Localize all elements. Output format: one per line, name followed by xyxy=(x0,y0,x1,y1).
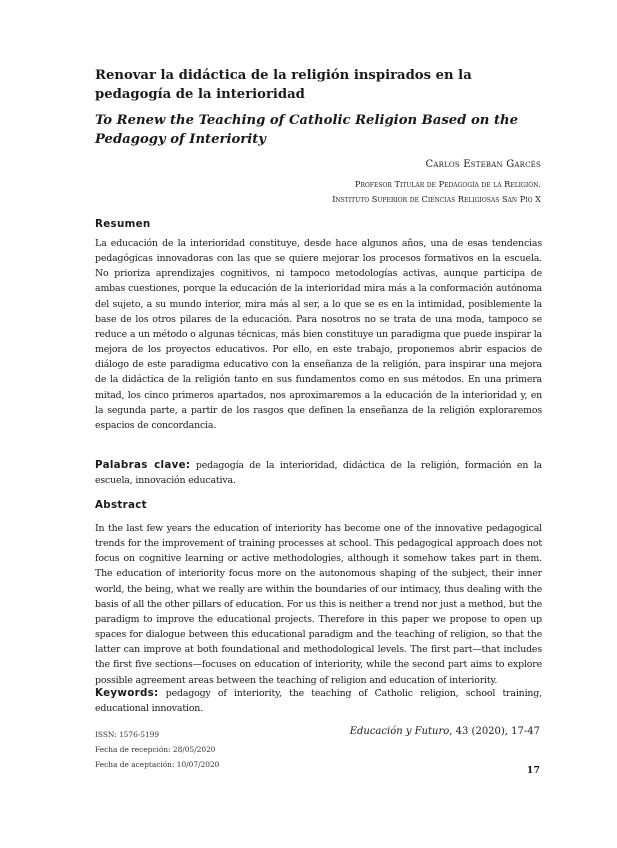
keywords-label: Keywords: xyxy=(95,687,159,699)
palabras-clave-label: Palabras clave: xyxy=(95,459,191,471)
page-number: 17 xyxy=(526,765,540,776)
author-affiliation xyxy=(332,177,541,207)
palabras-clave xyxy=(95,458,542,488)
author-name: Carlos Esteban Garcés xyxy=(425,159,541,170)
issn: ISSN: 1576-5199 xyxy=(95,730,160,739)
resumen-text: La educación de la interioridad constituye, desde hace algunos años, una de esas tendencias pedagógicas innovadoras con las que se quiere mejorar los procesos formativos en la escuela. No prioriza aprendizajes cognitivos, ni tampoco metodologías activas, aunque participa de ambas cuestiones, porque la educación de la interioridad mira más a la conformación autónoma del sujeto, a su mundo interior, mira más al ser, a lo que se es en la intimidad, posiblemente la base de los otros pilares de la educación. Para nosotros no se trata de una moda, tampoco se reduce a un método o algunas técnicas, más bien constituye un paradigma que puede inspirar la mejora de los proyectos educativos. Por ello, en este trabajo, proponemos abrir espacios de diálogo de este paradigma educativo con la enseñanza de la religión, para inspirar una mejora de la didáctica de la religión tanto en sus fundamentos como en sus métodos. En una primera mitad, los cinco primeros apartados, nos aproximaremos a la educación de la interioridad y, en la segunda parte, a partir de los rasgos que definen la enseñanza de la religión exploraremos espacios de concordancia. xyxy=(95,238,542,431)
title-spanish: Renovar la didáctica de la religión inspirados en la pedagogía de la interioridad xyxy=(95,68,472,102)
resumen-heading: Resumen xyxy=(95,218,151,230)
received-date: Fecha de recepción: 28/05/2020 xyxy=(95,745,216,754)
abstract-text: In the last few years the education of interiority has become one of the innovative pedagogical trends for the improvement of training processes at school. This pedagogical approach does not focus on cognitive learning or active methodologies, although it somehow takes part in them. The education of interiority focus more on the autonomous shaping of the subject, their inner world, the being, what we really are within the boundaries of our intimacy, thus dealing with the basis of all the other pillars of education. For us this is neither a trend nor just a method, but the paradigm to improve the educational projects. Therefore in this paper we propose to open up spaces for dialogue between this educational paradigm and the teaching of religion, so that the latter can improve at both foundational and methodological levels. The first part—that includes the first five sections—focuses on education of interiority, while the second part aims to explore possible agreement areas between the teaching of religion and education of interiority. xyxy=(95,523,542,686)
accepted-date: Fecha de aceptación: 10/07/2020 xyxy=(95,760,220,769)
palabras-clave-text: pedagogía de la interioridad, didáctica de la religión, formación en la escuela, innovación educativa. xyxy=(95,460,542,487)
keywords-text: pedagogy of interiority, the teaching of Catholic religion, school training, educational innovation. xyxy=(95,688,542,715)
footer-dates xyxy=(95,727,219,772)
journal-citation xyxy=(350,726,540,737)
abstract-heading: Abstract xyxy=(95,499,147,511)
affiliation-line-1: Profesor Titular de Pedagogía de la Religión. xyxy=(354,179,541,189)
keywords xyxy=(95,686,542,716)
journal-title: Educación y Futuro xyxy=(349,726,450,737)
title-english: To Renew the Teaching of Catholic Religion Based on the Pedagogy of Interiority xyxy=(95,113,519,147)
affiliation-line-2: Instituto Superior de Ciencias Religiosas San Pío X xyxy=(332,194,541,204)
journal-details: , 43 (2020), 17-47 xyxy=(449,726,540,737)
